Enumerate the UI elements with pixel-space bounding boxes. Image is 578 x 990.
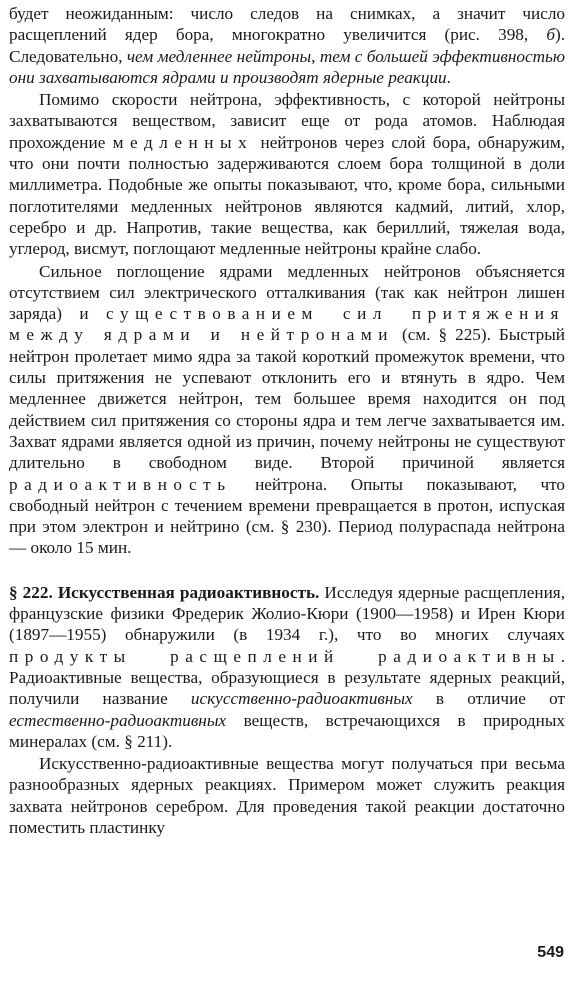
- italic-text: искусственно-радиоактивных: [190, 689, 413, 709]
- text-run: Искусственно-радиоактивные вещества могут получаться при весьма разнообразных ядерных реакциях. Примером может служить реакция захвата нейтронов серебром. Для проведения такой реакции достаточно поместить пластинку: [9, 754, 565, 837]
- text-run: Исследуя ядерные расщепления, французские физики Фредерик Жолио-Кюри (1900—1958) и Ирен Кюри (1897—1955) обнаружили (в 1934 г.), что во многих случаях: [9, 582, 565, 645]
- text-run: . Радиоактивные вещества, образующиеся в результате ядерных реакций, получили название: [9, 646, 565, 709]
- spaced-emphasis-text: продукты расщеплений радиоактивны: [9, 646, 561, 666]
- text-run: Помимо скорости нейтрона, эффективность, с которой нейтроны захватываются веществом, зависит еще от рода атомов. Наблюдая прохождение: [9, 90, 565, 152]
- spaced-emphasis-text: существованием сил притяжения между ядрами и нейтронами: [9, 304, 565, 345]
- text-run: ). Следовательно,: [9, 25, 565, 66]
- italic-text: б: [546, 25, 555, 45]
- text-run: (см. § 225). Быстрый нейтрон пролетает мимо ядра за такой короткий промежуток времени, что силы притяжения не успевают отклонить его и втянуть в ядро. Чем медленнее движется нейтрон, тем большее время находится он под действием сил притяжения со стороны ядра и тем легче захватывается им. Захват ядрами является одной из причин, почему нейтроны не существуют длительно в свободном виде. Второй причиной является: [9, 325, 565, 473]
- spaced-emphasis-text: медленных: [112, 132, 254, 152]
- paragraph-continuation: [9, 3, 565, 88]
- text-run: нейтрона. Опыты показывают, что свободный нейтрон с течением времени превращается в протон, испуская при этом электрон и нейтрино (см. § 230). Период полураспада нейтрона — около 15 мин.: [9, 474, 565, 558]
- text-run: .: [446, 67, 451, 87]
- text-run: в отличие от: [412, 689, 565, 709]
- paragraph-slow-neutron-absorption: [9, 261, 565, 559]
- paragraph-artificial-radioactive-substances: [9, 753, 565, 838]
- italic-text: естественно-радиоактивных: [9, 710, 227, 730]
- section-heading: § 222. Искусственная радиоактивность.: [9, 582, 320, 602]
- text-run: будет неожиданным: число следов на снимках, а значит число расщеплений ядер бора, многократно увеличится (рис. 398,: [9, 4, 565, 45]
- text-run: нейтронов через слой бора, обнаружим, что они почти полностью задерживаются слоем бора толщиной в доли миллиметра. Подобные же опыты показывают, что, кроме бора, сильными поглотителями медленных нейтронов являются кадмий, литий, хлор, серебро и др. Напротив, такие вещества, как бериллий, тяжелая вода, углерод, висмут, поглощают медленные нейтроны крайне слабо.: [9, 132, 565, 259]
- italic-text: чем медленнее нейтроны, тем с большей эффективностью они захватываются ядрами и производят ядерные реакции: [9, 46, 565, 87]
- page-number: 549: [537, 944, 564, 961]
- page-body: [9, 0, 565, 838]
- text-run: веществ, встречающихся в природных минералах (см. § 211).: [9, 710, 565, 751]
- section-222-artificial-radioactivity: [9, 582, 565, 752]
- paragraph-neutron-absorbers: [9, 89, 565, 259]
- spaced-emphasis-text: радиоактивность: [9, 474, 232, 494]
- text-run: Сильное поглощение ядрами медленных нейтронов объясняется отсутствием сил электрического отталкивания (так как нейтрон лишен заряда) и: [9, 261, 565, 324]
